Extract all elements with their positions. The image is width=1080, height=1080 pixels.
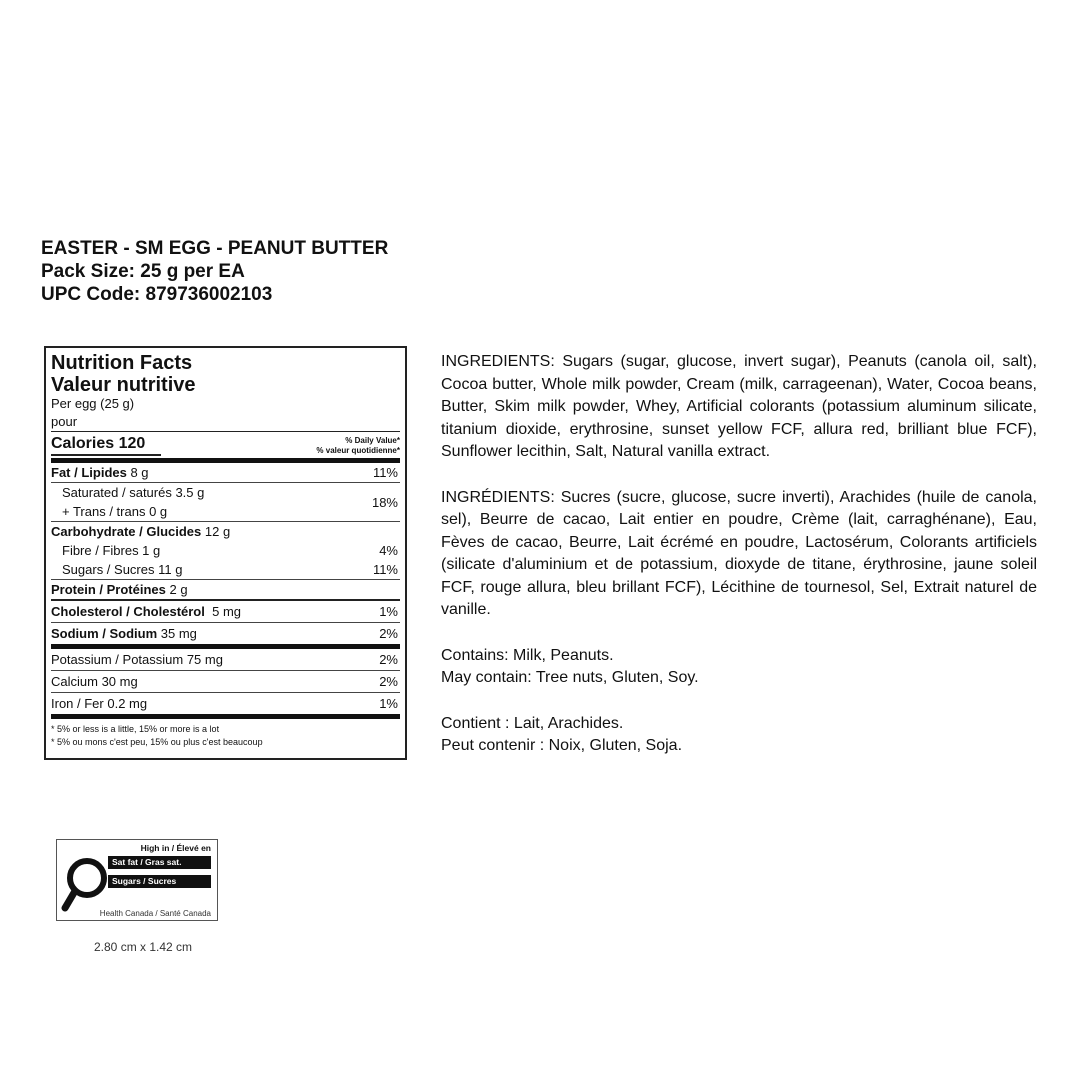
footnote bbox=[51, 719, 400, 749]
calcium-row bbox=[51, 671, 400, 693]
sodium-pct: 2% bbox=[379, 626, 398, 641]
saturated-trans-group bbox=[51, 483, 400, 522]
daily-value-header bbox=[316, 436, 400, 456]
magnifier-icon bbox=[61, 856, 111, 916]
iron-pct: 1% bbox=[379, 696, 398, 711]
saturated-trans-pct: 18% bbox=[371, 494, 398, 510]
ingredients-fr: INGRÉDIENTS: Sucres (sucre, glucose, sucre inverti), Arachides (huile de canola, sel), Beurre de cacao, Lait entier en poudre, Crème (lait, carraghénane), Eau, Fèves de cacao, Beurre, Lait écrémé en poudre, Lactosérum, Colorants artificiels (silicate d'aluminium et de potassium, dioxyde de titane, érythrosine, jaune soleil FCF, rouge allura, bleu brillant FCF), Lécithine de tournesol, Sel, Extrait naturel de vanille. bbox=[441, 488, 1037, 618]
health-canada-label: Health Canada / Santé Canada bbox=[99, 909, 211, 918]
fibre-row bbox=[51, 541, 400, 560]
footnote-en: * 5% or less is a little, 15% or more is a lot bbox=[51, 724, 220, 734]
ingredients-panel bbox=[441, 351, 1037, 758]
cholesterol-amount: 5 mg bbox=[204, 604, 241, 619]
sat-fat-bar: Sat fat / Gras sat. bbox=[108, 856, 211, 869]
protein-label: Protein / Protéines bbox=[51, 582, 166, 597]
trans-fat: + Trans / trans 0 g bbox=[62, 504, 168, 519]
fat-amount: 8 g bbox=[126, 465, 149, 480]
may-contain-en: May contain: Tree nuts, Gluten, Soy. bbox=[441, 669, 699, 686]
sodium-amount: 35 mg bbox=[157, 626, 197, 641]
sugars-label: Sugars / Sucres 11 g bbox=[62, 562, 183, 577]
calories-row bbox=[51, 431, 400, 456]
contains-en: Contains: Milk, Peanuts. bbox=[441, 646, 614, 664]
sodium-label: Sodium / Sodium bbox=[51, 626, 158, 641]
serving-size-fr: pour bbox=[51, 414, 78, 429]
nutrition-facts-table bbox=[44, 346, 407, 760]
nutrition-title-fr: Valeur nutritive bbox=[51, 374, 196, 396]
daily-value-en: % Daily Value* bbox=[345, 436, 400, 445]
fat-row bbox=[51, 463, 400, 483]
product-header bbox=[41, 237, 388, 306]
product-title: EASTER - SM EGG - PEANUT BUTTER bbox=[41, 238, 389, 259]
serving-size: Per egg (25 g) bbox=[51, 396, 135, 411]
pack-size: Pack Size: 25 g per EA bbox=[41, 261, 245, 282]
carb-amount: 12 g bbox=[201, 524, 231, 539]
potassium-label: Potassium / Potassium 75 mg bbox=[51, 652, 223, 667]
potassium-pct: 2% bbox=[379, 652, 398, 667]
may-contain-fr: Peut contenir : Noix, Gluten, Soja. bbox=[441, 737, 683, 754]
saturated-fat: Saturated / saturés 3.5 g bbox=[62, 485, 205, 500]
protein-amount: 2 g bbox=[165, 582, 188, 597]
fat-label: Fat / Lipides bbox=[51, 465, 127, 480]
sugars-pct: 11% bbox=[372, 562, 398, 577]
cholesterol-label: Cholesterol / Cholestérol bbox=[51, 604, 205, 619]
cholesterol-pct: 1% bbox=[379, 604, 398, 619]
high-in-label: High in / Élevé en bbox=[140, 843, 211, 853]
iron-row bbox=[51, 693, 400, 719]
upc-code: UPC Code: 879736002103 bbox=[41, 284, 273, 305]
fibre-pct: 4% bbox=[379, 543, 398, 558]
fat-pct: 11% bbox=[372, 465, 398, 480]
calcium-label: Calcium 30 mg bbox=[51, 674, 138, 689]
footnote-fr: * 5% ou mons c'est peu, 15% ou plus c'est beaucoup bbox=[51, 737, 263, 747]
carb-label: Carbohydrate / Glucides bbox=[51, 524, 202, 539]
potassium-row bbox=[51, 649, 400, 671]
sodium-row bbox=[51, 623, 400, 649]
calcium-pct: 2% bbox=[379, 674, 398, 689]
iron-label: Iron / Fer 0.2 mg bbox=[51, 696, 148, 711]
sugars-bar: Sugars / Sucres bbox=[108, 875, 211, 888]
cholesterol-row bbox=[51, 601, 400, 623]
contains-fr: Contient : Lait, Arachides. bbox=[441, 714, 624, 732]
sugars-row bbox=[51, 560, 400, 580]
ingredients-en: INGREDIENTS: Sugars (sugar, glucose, invert sugar), Peanuts (canola oil, salt), Cocoa butter, Whole milk powder, Cream (milk, carrageenan), Water, Cocoa beans, Butter, Skim milk powder, Whey, Artificial colorants (potassium aluminum silicate, titanium dioxide, erythrosine, sunset yellow FCF, allura red, brilliant blue FCF), Sunflower lecithin, Salt, Natural vanilla extract. bbox=[441, 353, 1037, 460]
nutrition-title-en: Nutrition Facts bbox=[51, 352, 193, 374]
symbol-size-note: 2.80 cm x 1.42 cm bbox=[94, 940, 193, 954]
front-of-pack-symbol bbox=[56, 839, 218, 921]
calories: Calories 120 bbox=[51, 434, 161, 456]
protein-row bbox=[51, 580, 400, 601]
carb-row bbox=[51, 522, 400, 541]
fibre-label: Fibre / Fibres 1 g bbox=[62, 543, 161, 558]
daily-value-fr: % valeur quotidienne* bbox=[316, 446, 400, 455]
